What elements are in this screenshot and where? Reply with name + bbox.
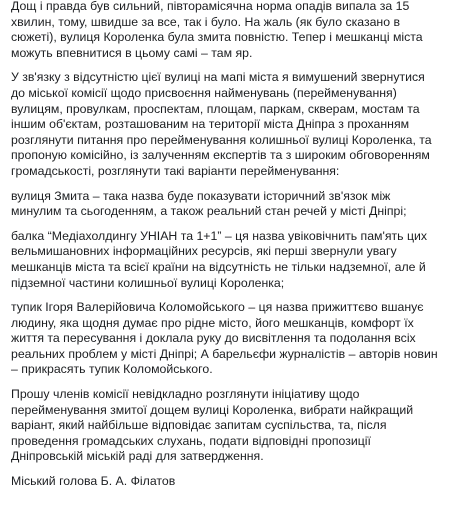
paragraph-option-washed-street: вулиця Змита – така назва буде показувати історичний зв'язок між минулим та сьогоденням, а також реальний стан речей у місті Дніпрі; <box>11 188 407 219</box>
paragraph-renaming-request: У зв'язку з відсутністю цієї вулиці на мапі міста я вимушений звернутися до міської комісії щодо присвоєння найменувань (перейменування) вулицям, провулкам, проспектам, площам, паркам, скверам, мостам та іншим об'єктам, розташованим на території міста Дніпра з проханням розглянути питання про перейменування колишньої вулиці Короленка, та пропоную комісійно, із залученням експертів та з широким обговоренням громадськості, розглянути такі варіанти перейменування: <box>11 70 432 178</box>
paragraph-option-dead-end: тупик Ігоря Валерійовича Коломойського – ця назва прижиттєво вшанує людину, яка щодня думає про рідне місто, його мешканців, комфорт їх життя та пересування і доклала руку до висвітлення та подолання всіх реальних проблем у місті Дніпрі; А барельєфи журналістів – авторів новин – прикрасять тупик Коломойського. <box>11 300 438 377</box>
paragraph-option-media-ravine: балка “Медіахолдингу УНІАН та 1+1” – ця назва увіковічнить пам'ять цих вельмишановних інформаційних ресурсів, які перші звернули увагу мешканців міста та всієї країни на відсутність не тільки надземної, але й підземної частини колишньої вулиці Короленка; <box>11 228 428 290</box>
paragraph-closing-request: Прошу членів комісії невідкладно розглянути ініціативу щодо перейменування змитої дощем вулиці Короленка, вибрати найкращий варіант, який найбільше відповідає запитам суспільства, та, після проведення громадських слухань, подати відповідні пропозиції Дніпровській міській раді для затвердження. <box>11 387 414 464</box>
signature: Міський голова Б. А. Філатов <box>11 474 176 489</box>
paragraph-rain-intro: Дощ і правда був сильний, півторамісячна норма опадів випала за 15 хвилин, тому, швидше за все, так і було. На жаль (як було сказано в сюжеті), вулиця Короленка була змита повністю. Тепер і мешканці міста можуть впевнитися в цьому самі – там яр. <box>11 0 423 60</box>
